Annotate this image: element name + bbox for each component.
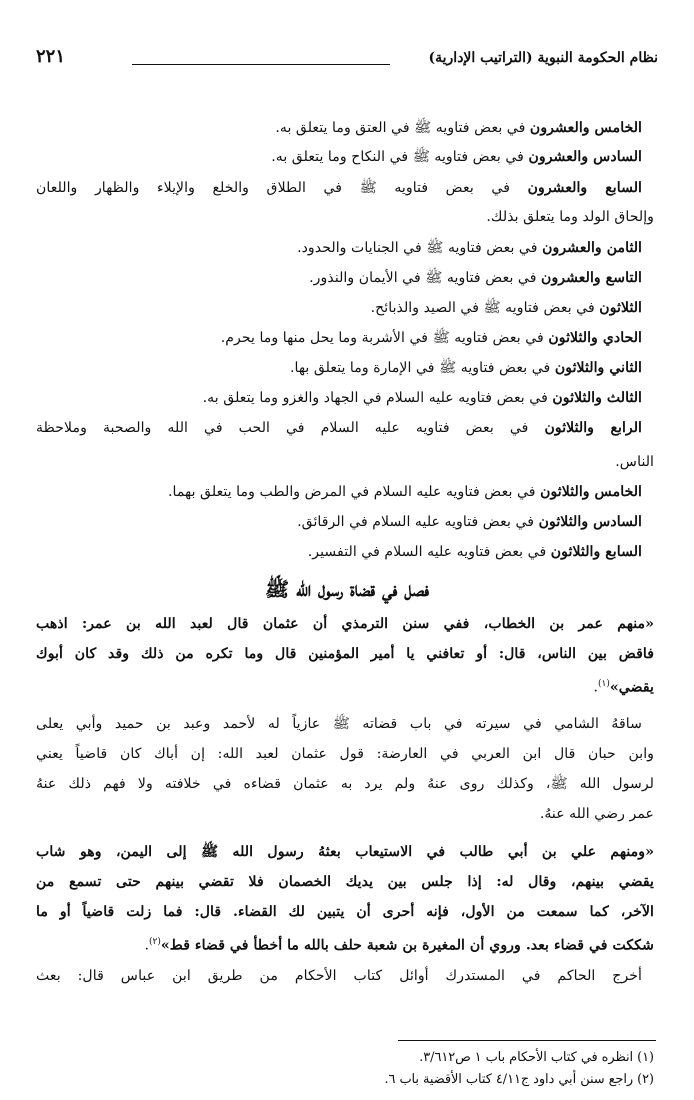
body-line: وابن حبان قال ابن العربي في العارضة: قول عثمان لعبد الله: إن أباك كان قاضياً يعني (36, 746, 654, 762)
footnote-rule (398, 1040, 656, 1041)
list-item: الثامن والعشرون في بعض فتاويه ﷺ في الجنايات والحدود. (297, 240, 642, 256)
header-rule (132, 64, 390, 65)
list-item: السابع والثلاثون في بعض فتاويه عليه السلام في التفسير. (307, 544, 642, 560)
running-title: نظام الحكومة النبوية (التراتيب الإدارية) (428, 50, 658, 66)
quote-line: فاقض بين الناس، قال: أو تعافني يا أمير المؤمنين قال وما تكره من ذلك وقد كان أبوك (36, 646, 654, 662)
footnote: (١) انظره في كتاب الأحكام باب ١ ص٣/٦١٢. (419, 1050, 654, 1065)
list-item: السابع والعشرون في بعض فتاويه ﷺ في الطلاق والخلع والإيلاء والظهار واللعان (36, 180, 642, 196)
list-item: الثلاثون في بعض فتاويه ﷺ في الصيد والذبائح. (370, 300, 642, 316)
list-item: الثاني والثلاثون في بعض فتاويه ﷺ في الإمارة وما يتعلق بها. (289, 360, 642, 376)
footnote-ref-2: (٢) (148, 937, 161, 947)
footnote-ref-1: (١) (598, 679, 610, 689)
body-line: أخرج الحاكم في المستدرك أوائل كتاب الأحكام من طريق ابن عباس قال: بعث (36, 968, 642, 984)
body-line: عمر رضي الله عنهُ. (539, 806, 654, 822)
quote-line-last: شككت في قضاء بعد. وروي أن المغيرة بن شعبة حلف بالله ما أخطأ في قضاء قط»$^{(٢)}$. (144, 937, 654, 954)
footnote: (٢) راجع سنن أبي داود ج٤/١١ كتاب الأقضية باب ٦. (384, 1072, 654, 1087)
section-heading: فصل في قضاة رسول الله ﷺ (264, 577, 430, 601)
quote-line: الآخر، كما سمعت من الأول، فإنه أحرى أن يتبين لك القضاء. قال: فما زلت قاضياً أو ما (36, 904, 654, 920)
list-item: الخامس والثلاثون في بعض فتاويه عليه السلام في المرض والطب وما يتعلق بهما. (168, 484, 642, 500)
list-item: الثالث والثلاثون في بعض فتاويه عليه السلام في الجهاد والغزو وما يتعلق به. (202, 390, 642, 406)
quote-line-last: يقضي»$^{(١)}$. (593, 679, 654, 696)
quote-line: «منهم عمر بن الخطاب، ففي سنن الترمذي أن عثمان قال لعبد الله بن عمر: اذهب (36, 616, 654, 632)
list-item: التاسع والعشرون في بعض فتاويه ﷺ في الأيمان والنذور. (309, 270, 642, 286)
list-item: السادس والعشرون في بعض فتاويه ﷺ في النكاح وما يتعلق به. (271, 149, 642, 165)
list-item-continuation: وإلحاق الولد وما يتعلق بذلك. (486, 209, 654, 225)
list-item: الرابع والثلاثون في بعض فتاويه عليه السلام في الحب في الله والصحبة وملاحظة (36, 420, 642, 436)
quote-line: «ومنهم علي بن أبي طالب في الاستيعاب بعثهُ رسول الله ﷺ إلى اليمن، وهو شاب (36, 844, 654, 860)
body-line: لرسول الله ﷺ، وكذلك روى عنهُ ولم يرد به عثمان قضاءه في خلافته ولا فهم ذلك عنهُ (36, 776, 654, 792)
list-item: الحادي والثلاثون في بعض فتاويه ﷺ في الأشربة وما يحل منها وما يحرم. (220, 330, 642, 346)
list-item: الخامس والعشرون في بعض فتاويه ﷺ في العتق وما يتعلق به. (275, 120, 642, 136)
quote-line: يقضي بينهم، وقال له: إذا جلس بين يديك الخصمان فلا تقضي بينهم حتى تسمع من (36, 874, 654, 890)
list-item: السادس والثلاثون في بعض فتاويه عليه السلام في الرقائق. (297, 514, 642, 530)
body-line: ساقهُ الشامي في سيرته في باب قضاته ﷺ عازياً له لأحمد وعبد بن حميد وأبي يعلى (36, 716, 642, 732)
running-header (36, 48, 658, 72)
page-number: ٢٢١ (36, 46, 66, 67)
list-item-continuation: الناس. (615, 454, 654, 470)
